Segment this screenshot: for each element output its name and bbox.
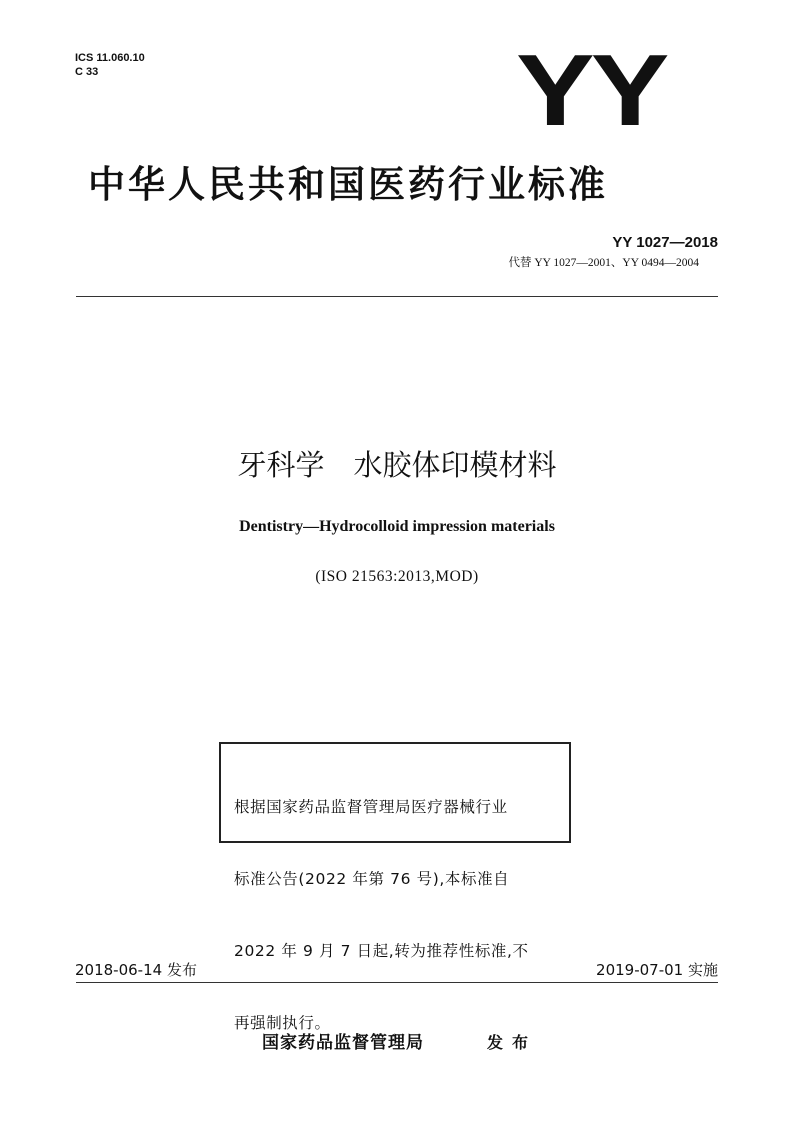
document-title-zh: 牙科学 水胶体印模材料 [237,448,557,482]
issue-date: 2018-06-14 发布 [75,961,197,979]
bottom-divider [76,982,718,983]
implementation-date: 2019-07-01 实施 [596,961,718,979]
notice-line: 标准公告(2022 年第 76 号),本标准自 [234,870,510,888]
standard-body-title: 中华人民共和国医药行业标准 [88,163,608,206]
issuer-action: 发布 [487,1033,538,1052]
ics-code: ICS 11.060.10 [75,52,145,64]
standard-number: YY 1027—2018 [612,234,718,251]
classification-codes [75,51,145,79]
document-title-en: Dentistry—Hydrocolloid impression materials [239,518,555,535]
iso-reference: (ISO 21563:2013,MOD) [315,568,479,585]
yy-logo: YY [516,33,666,148]
top-divider [76,296,718,297]
replaces-note: 代替 YY 1027—2001、YY 0494—2004 [508,257,699,269]
issuing-authority: 国家药品监督管理局 [262,1033,424,1053]
notice-line: 再强制执行。 [234,1014,331,1032]
notice-line: 2022 年 9 月 7 日起,转为推荐性标准,不 [234,942,529,960]
notice-box [219,742,571,1032]
ccs-code: C 33 [75,66,99,78]
notice-line: 根据国家药品监督管理局医疗器械行业 [234,798,508,816]
